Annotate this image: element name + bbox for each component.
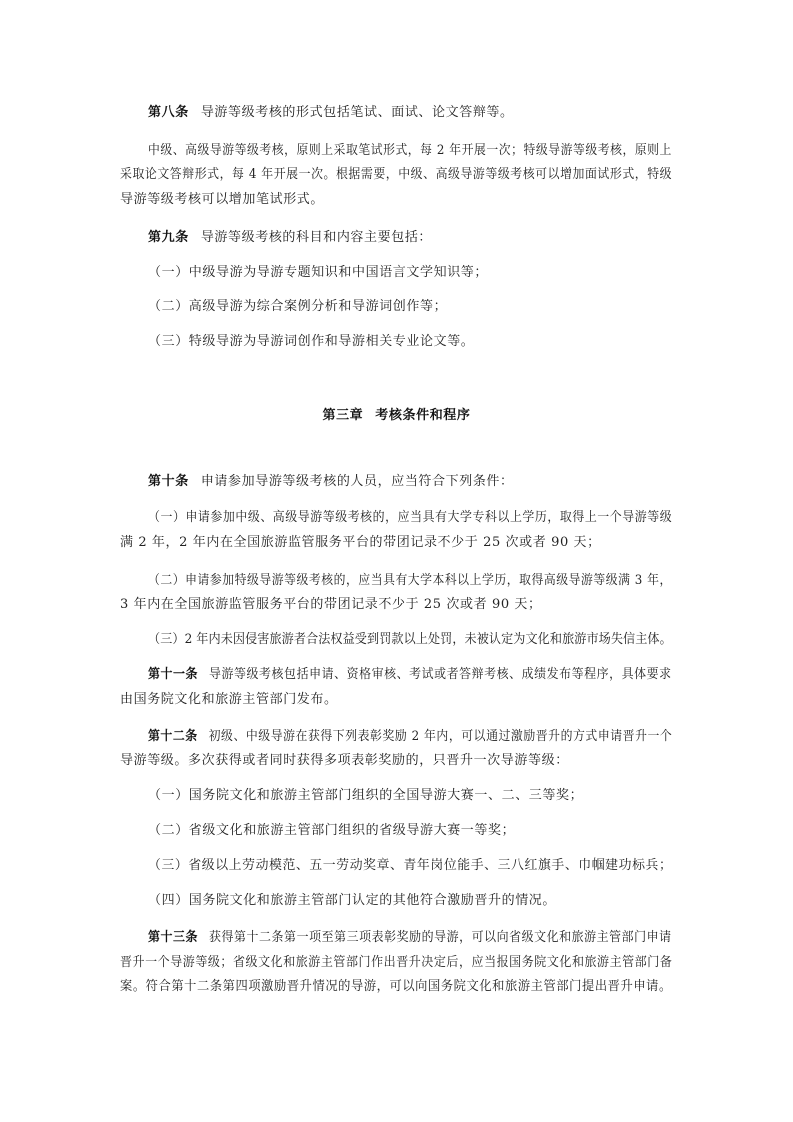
article-9-item-3: （三）特级导游为导游词创作和导游相关专业论文等。 xyxy=(148,334,475,349)
chapter-3-number: 第三章 xyxy=(322,408,364,423)
article-12-line1 xyxy=(148,729,672,745)
article-10-text: 申请参加导游等级考核的人员，应当符合下列条件： xyxy=(200,474,514,489)
article-10-item-3: （三）2 年内未因侵害旅游者合法权益受到罚款以上处罚，未被认定为文化和旅游市场失信主体。 xyxy=(148,632,672,647)
article-8-label: 第八条 xyxy=(148,105,189,120)
article-10-item-2-line1: （二）申请参加特级导游等级考核的，应当具有大学本科以上学历，取得高级导游等级满 3 年， xyxy=(148,573,672,588)
article-10-item-2-line2: 3 年内在全国旅游监管服务平台的带团记录不少于 25 次或者 90 天； xyxy=(120,597,542,612)
article-8-para2-line3: 导游等级考核可以增加笔试形式。 xyxy=(120,192,325,207)
article-12-label: 第十二条 xyxy=(148,729,198,744)
article-11-line2: 由国务院文化和旅游主管部门发布。 xyxy=(120,692,338,707)
article-13-label: 第十三条 xyxy=(148,930,199,945)
article-11-line1 xyxy=(148,667,672,683)
article-9-item-1: （一）中级导游为导游专题知识和中国语言文学知识等； xyxy=(148,265,489,280)
chapter-3-heading xyxy=(0,404,793,423)
article-9-item-2: （二）高级导游为综合案例分析和导游词创作等； xyxy=(148,299,448,314)
article-8-para2-line2: 采取论文答辩形式，每 4 年开展一次。根据需要，中级、高级导游等级考核可以增加面试形式，特级 xyxy=(120,167,673,182)
article-13-line3: 案。符合第十二条第四项激励晋升情况的导游，可以向国务院文化和旅游主管部门提出晋升申请。 xyxy=(120,979,672,994)
article-10-label: 第十条 xyxy=(148,474,189,489)
article-10-heading-line xyxy=(148,474,514,490)
article-13-line2: 晋升一个导游等级；省级文化和旅游主管部门作出晋升决定后，应当报国务院文化和旅游主管部门备 xyxy=(120,955,673,970)
chapter-3-title: 考核条件和程序 xyxy=(375,408,471,423)
article-12-item-1: （一）国务院文化和旅游主管部门组织的全国导游大赛一、二、三等奖； xyxy=(148,788,584,803)
article-13-text-line1: 获得第十二条第一项至第三项表彰奖励的导游，可以向省级文化和旅游主管部门申请 xyxy=(209,930,672,945)
article-8-text: 导游等级考核的形式包括笔试、面试、论文答辩等。 xyxy=(200,105,514,120)
article-9-heading-line xyxy=(148,230,432,246)
article-11-text-line1: 导游等级考核包括申请、资格审核、考试或者答辩考核、成绩发布等程序，具体要求 xyxy=(209,667,672,682)
article-9-label: 第九条 xyxy=(148,230,189,245)
article-12-item-4: （四）国务院文化和旅游主管部门认定的其他符合激励晋升的情况。 xyxy=(148,893,557,908)
article-10-item-1-line2: 满 2 年，2 年内在全国旅游监管服务平台的带团记录不少于 25 次或者 90 天； xyxy=(120,535,601,550)
article-10-item-1-line1: （一）申请参加中级、高级导游等级考核的，应当具有大学专科以上学历，取得上一个导游等级 xyxy=(148,510,673,525)
article-12-text-line1: 初级、中级导游在获得下列表彰奖励 2 年内，可以通过激励晋升的方式申请晋升一个 xyxy=(208,729,673,744)
article-12-line2: 导游等级。多次获得或者同时获得多项表彰奖励的，只晋升一次导游等级： xyxy=(120,753,569,768)
article-12-item-2: （二）省级文化和旅游主管部门组织的省级导游大赛一等奖； xyxy=(148,823,516,838)
article-13-line1 xyxy=(148,930,672,946)
article-11-label: 第十一条 xyxy=(148,667,199,682)
article-12-item-3: （三）省级以上劳动模范、五一劳动奖章、青年岗位能手、三八红旗手、巾帼建功标兵； xyxy=(148,858,673,873)
article-8-heading-line xyxy=(148,105,514,121)
article-9-text: 导游等级考核的科目和内容主要包括： xyxy=(200,230,433,245)
article-8-para2-line1: 中级、高级导游等级考核，原则上采取笔试形式，每 2 年开展一次；特级导游等级考核，原则上 xyxy=(148,143,672,158)
